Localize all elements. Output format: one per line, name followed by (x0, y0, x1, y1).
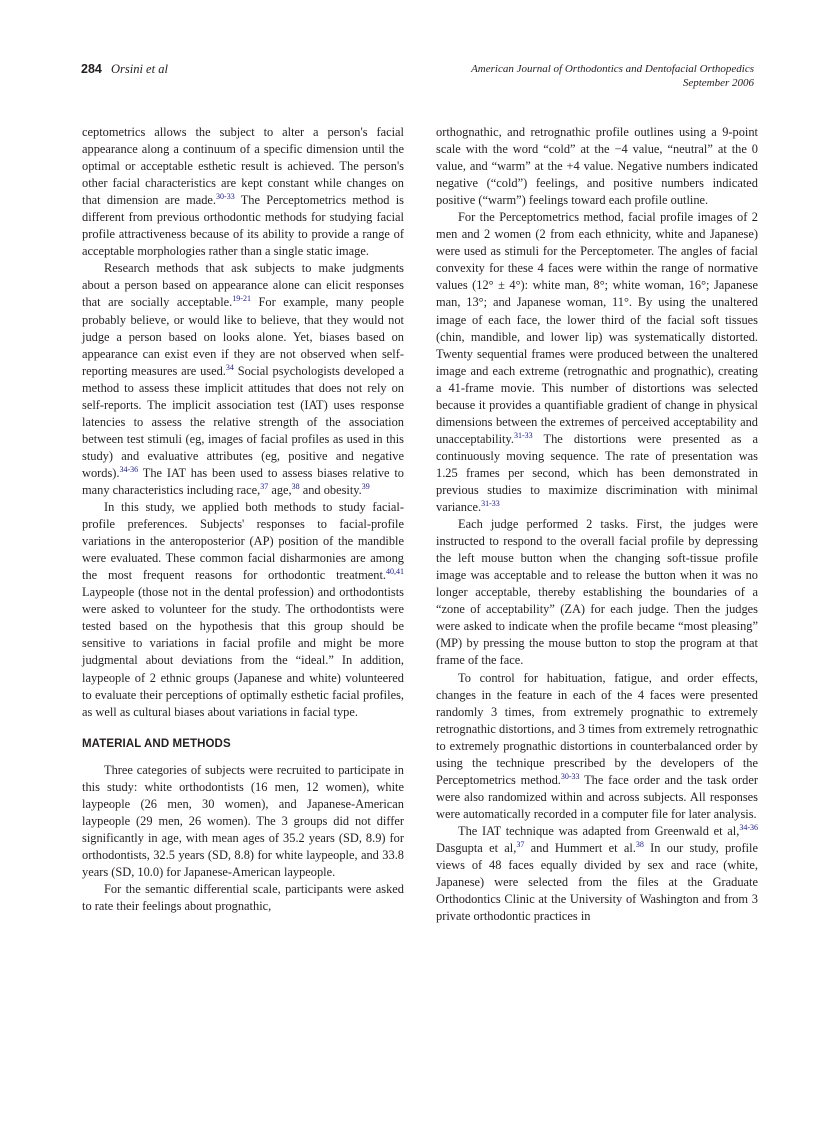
paragraph: Research methods that ask subjects to make judgments about a person based on appearance alone can elicit responses that are socially acceptable.$^{19-21}$ For example, many people probably believe, or would like to believe, that they would not judge a person based on looks alone. Yet, biases based on appearance can exist even if they are not observed when self-reporting measures are used.$^{34}$ Social psychologists developed a method to assess these implicit attitudes that does not rely on self-reports. The implicit association test (IAT) uses response latencies to assess the relative strength of the association between test stimuli (eg, images of facial profiles as used in this study) and evaluative attributes (eg, positive and negative words).$^{34-36}$ The IAT has been used to assess biases relative to many characteristics including race,$^{37}$ age,$^{38}$ and obesity.$^{39}$ (82, 261, 405, 497)
paragraph: ceptometrics allows the subject to alter a person's facial appearance along a continuum of a specific dimension until the optimal or acceptable esthetic result is achieved. The person's other facial characteristics are kept constant while changes on that dimension are made.$^{30-33}$ The Perceptometrics method is different from previous orthodontic methods for studying facial profile attractiveness because of its ability to provide a range of acceptable morphologies rather than a single static image. (82, 125, 404, 259)
journal-title: American Journal of Orthodontics and Dentofacial Orthopedics (471, 63, 754, 75)
reference-link[interactable]: 34-36 (739, 822, 758, 832)
right-column (436, 124, 758, 925)
paragraph: orthognathic, and retrognathic profile outlines using a 9-point scale with the word “cold” at the −4 value, “neutral” at the 0 value, and “warm” at the +4 value. Negative numbers indicated negative (“cold”) feelings, and positive numbers indicated positive (“warm”) feelings toward each profile outline. (436, 125, 758, 208)
reference-link[interactable]: 31-33 (513, 430, 533, 440)
reference-link[interactable]: 31-33 (481, 499, 500, 509)
reference-link[interactable]: 30-33 (216, 192, 235, 202)
reference-link[interactable]: 38 (635, 839, 644, 849)
reference-link[interactable]: 39 (361, 481, 370, 491)
paragraph: For the semantic differential scale, participants were asked to rate their feelings about prognathic, (82, 882, 404, 914)
running-authors: Orsini et al (110, 62, 168, 76)
paragraph: For the Perceptometrics method, facial profile images of 2 men and 2 women (2 from each ethnicity, white and Japanese) were used as stimuli for the Perceptometer. The angles of facial convexity for these 4 faces were within the range of normative values (12° ± 4°): white man, 8°; white woman, 16°; Japanese man, 13°; and Japanese woman, 11°. By using the unaltered image of each face, the lower third of the facial soft tissues (chin, mandible, and lower lip) was systematically distorted. Twenty sequential frames were produced between the unaltered image and each extreme (retrognathic and prognathic), creating a 41-frame movie. This number of distortions was selected because it provides a quantifiable gradient of change in physical dimensions between the extremes of perceived acceptability and unacceptability.$^{31-33}$ The distortions were presented as a continuously moving sequence. The rate of presentation was 1.25 frames per second, which has been demonstrated in previous studies to maximize discrimination with minimal variance.$^{31-33}$ (436, 210, 758, 515)
reference-link[interactable]: 34-36 (119, 464, 139, 474)
reference-link[interactable]: 37 (260, 481, 269, 491)
page-number: 284 (81, 62, 102, 76)
paragraph: Each judge performed 2 tasks. First, the judges were instructed to respond to the overall facial profile by depressing the left mouse button when the changing soft-tissue profile image was acceptable and to release the button when it was no longer acceptable, thereby establishing the boundaries of a “zone of acceptability” (ZA) for each judge. Then the judges were asked to indicate when the profile became “most pleasing” (MP) by pressing the mouse button to stop the program at that frame of the face. (436, 517, 758, 668)
reference-link[interactable]: 19-21 (232, 294, 251, 304)
running-header-left (81, 62, 168, 77)
left-column (82, 124, 404, 915)
paragraph: The IAT technique was adapted from Greenwald et al,$^{34-36}$ Dasgupta et al,$^{37}$ and Hummert et al.$^{38}$ In our study, profile views of 48 faces equally divided by sex and race (white, Japanese) were selected from the files at the Graduate Orthodontics Clinic at the University of Washington and from 3 private orthodontic practices in (436, 822, 759, 924)
section-heading: MATERIAL AND METHODS (82, 737, 231, 750)
paragraph: Three categories of subjects were recruited to participate in this study: white orthodontists (16 men, 12 women), white laypeople (26 men, 30 women), and Japanese-American laypeople (29 men, 26 women). The 3 groups did not differ significantly in age, with mean ages of 35.2 years (SD, 8.9) for orthodontists, 32.5 years (SD, 8.8) for white laypeople, and 33.8 years (SD, 10.0) for Japanese-American laypeople. (82, 762, 404, 879)
running-header-right (471, 62, 754, 90)
reference-link[interactable]: 37 (516, 839, 525, 849)
reference-link[interactable]: 38 (291, 481, 300, 491)
reference-link[interactable]: 30-33 (560, 771, 580, 781)
issue-date: September 2006 (682, 77, 754, 89)
paragraph: In this study, we applied both methods to study facial-profile preferences. Subjects' responses to facial-profile variations in the anteroposterior (AP) position of the mandible were evaluated. These common facial disharmonies are among the most frequent reasons for orthodontic treatment.$^{40,41}$ Laypeople (those not in the dental profession) and orthodontists were asked to volunteer for the study. The orthodontists were tested based on the hypothesis that this group should be sensitive to variations in facial profile and might be more judgmental about deviations from the “ideal.” In addition, laypeople of 2 ethnic groups (Japanese and white) volunteered to evaluate their perceptions of optimally esthetic facial profiles, as well as cultural biases about variations in facial type. (82, 500, 404, 719)
paragraph: To control for habituation, fatigue, and order effects, changes in the feature in each of the 4 faces were presented randomly 3 times, from extremely prognathic to extremely retrognathic distortions, and 3 times from extremely retrognathic to extremely prognathic distortions in counterbalanced order by using the technique prescribed by the developers of the Perceptometrics method.$^{30-33}$ The face order and the task order were also randomized within and across subjects. All responses were automatically recorded in a computer file for later analysis. (436, 670, 758, 821)
reference-link[interactable]: 40,41 (386, 567, 404, 577)
reference-link[interactable]: 34 (225, 362, 234, 372)
